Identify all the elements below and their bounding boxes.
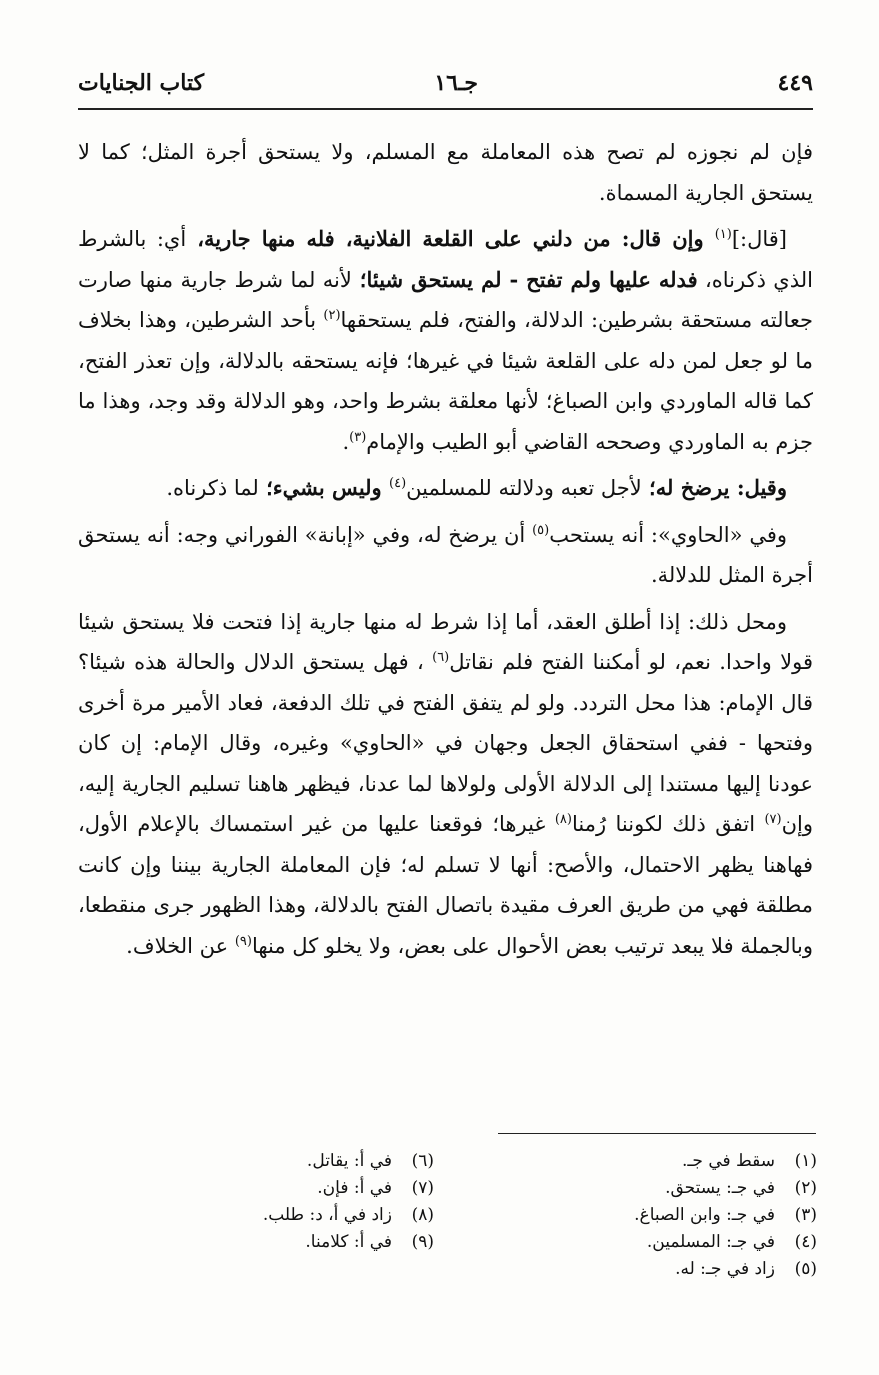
paragraph-3 [78, 468, 813, 509]
text-span: عن الخلاف. [126, 933, 235, 958]
footnote-number: (٥) [794, 1259, 817, 1279]
footnote-text: سقط في جـ. [682, 1151, 775, 1171]
footnote [174, 1148, 434, 1175]
footnote-number: (٢) [794, 1178, 817, 1198]
text-span: لما ذكرناه. [166, 476, 259, 500]
footnote-text: في أ: كلامنا. [305, 1232, 392, 1252]
bold-text: وإن قال: من دلني على القلعة الفلانية، فله منها جارية، [186, 226, 715, 251]
book-title: كتاب الجنايات [78, 70, 205, 96]
footnote-text: في أ: فإن. [317, 1178, 392, 1198]
footnote-text: زاد في أ، د: طلب. [262, 1205, 392, 1225]
footnote-ref-5: (٥) [532, 522, 550, 538]
bold-text: فدله عليها ولم تفتح - لم يستحق شيئا؛ [351, 266, 698, 292]
bold-text: وليس بشيء؛ [258, 475, 390, 500]
footnote-ref-9: (٩) [234, 933, 252, 949]
footnote [497, 1202, 817, 1229]
footnote-ref-3: (٣) [349, 429, 367, 445]
text-span: بأحد الشرطين، وهذا بخلاف ما لو جعل لمن دله على القلعة شيئا في غيرها؛ فإنه يستحقه بالدلالة، وإن تعذر الفتح، كما قاله الماوردي وابن الصباغ؛ لأنها معلقة بشرط واحد، وهو الدلالة وقد وجد، وهذا ما جزم به الماوردي وصححه القاضي أبو الطيب والإمام [78, 308, 813, 454]
text-span: اتفق ذلك لكوننا رُمنا [571, 812, 765, 836]
text-span: أي: بالشرط الذي ذكرناه، [78, 227, 813, 292]
footnote-number: (٦) [411, 1151, 434, 1171]
footnote-text: في جـ: المسلمين. [646, 1232, 775, 1252]
footnote-ref-2: (٢) [323, 308, 341, 323]
footnote [174, 1229, 434, 1256]
paragraph-4 [78, 515, 813, 596]
footnotes-column-left [174, 1148, 434, 1256]
main-text [78, 132, 813, 972]
text-span: لأجل تعبه ودلالته للمسلمين [406, 476, 642, 500]
text-span: لأنه لما شرط جارية منها صارت جعالته مستحقة بشرطين: الدلالة، والفتح، فلم يستحقها [78, 267, 813, 332]
footnote [497, 1148, 817, 1175]
footnotes-column-right [497, 1148, 817, 1283]
footnote [174, 1202, 434, 1229]
page-number: ٤٤٩ [777, 70, 813, 96]
footnote-text: زاد في جـ: له. [675, 1259, 775, 1279]
text-span: . [342, 429, 350, 454]
paragraph-1: فإن لم نجوزه لم تصح هذه المعاملة مع المسلم، ولا يستحق أجرة المثل؛ كما لا يستحق الجارية المسماة. [78, 140, 813, 205]
footnote-number: (٨) [411, 1205, 434, 1225]
footnote-number: (٩) [411, 1232, 434, 1252]
text-span: أن يرضخ له، وفي «إبانة» الفوراني وجه: أنه يستحق أجرة المثل للدلالة. [78, 522, 813, 587]
text-span: وفي «الحاوي»: أنه يستحب [549, 522, 787, 547]
header-divider [78, 108, 813, 110]
footnote-ref-6: (٦) [432, 650, 450, 665]
footnote-ref-8: (٨) [554, 812, 572, 827]
footnote-ref-4: (٤) [389, 476, 407, 491]
bracket-qal: [قال:] [731, 227, 787, 251]
footnote-text: في جـ: وابن الصباغ. [634, 1205, 775, 1225]
page-header [78, 64, 813, 104]
text-span: غيرها؛ فوقعنا عليها من غير استمساك بالإعلام الأول، فهاهنا يظهر الاحتمال، والأصح: أنها لا تسلم له؛ فإن المعاملة الجارية بيننا وإن كانت مطلقة فهي من طريق العرف مقيدة باتصال الفتح بالدلالة، وهذا الظهور جرى منقطعا، وبالجملة فلا يبعد ترتيب بعض الأحوال على بعض، ولا يخلو كل منها [78, 812, 813, 958]
footnote-divider [498, 1133, 816, 1134]
footnote [497, 1256, 817, 1283]
bold-text: وقيل: يرضخ له؛ [641, 475, 787, 500]
footnote-number: (١) [794, 1151, 817, 1171]
footnote-text: في جـ: يستحق. [665, 1178, 775, 1198]
footnote [174, 1175, 434, 1202]
footnote-number: (٧) [411, 1178, 434, 1198]
footnote-number: (٣) [794, 1205, 817, 1225]
footnote-number: (٤) [794, 1232, 817, 1252]
footnote-ref-1: (١) [714, 227, 732, 242]
text-span: ، فهل يستحق الدلال والحالة هذه شيئا؟ قال الإمام: هذا محل التردد. ولو لم يتفق الفتح في تلك الدفعة، فعاد الأمير مرة أخرى وفتحها - ففي استحقاق الجعل وجهان في «الحاوي» وغيره، وقال الإمام: إن كان عودنا إليها مستندا إلى الدلالة الأولى ولولاها لما عدنا، فيظهر هاهنا تسليم الجارية إليه، وإن [78, 650, 814, 836]
footnote-text: في أ: يقاتل. [306, 1151, 392, 1171]
paragraph-5 [78, 602, 813, 967]
text-span: ومحل ذلك: إذا أطلق العقد، أما إذا شرط له منها جارية إذا فتحت فلا يستحق شيئا قولا واحدا. نعم، لو أمكننا الفتح فلم نقاتل [78, 609, 813, 674]
footnote [497, 1229, 817, 1256]
footnote [497, 1175, 817, 1202]
paragraph-2 [78, 219, 813, 462]
footnote-ref-7: (٧) [764, 812, 782, 827]
volume-label: جـ١٦ [434, 70, 478, 96]
